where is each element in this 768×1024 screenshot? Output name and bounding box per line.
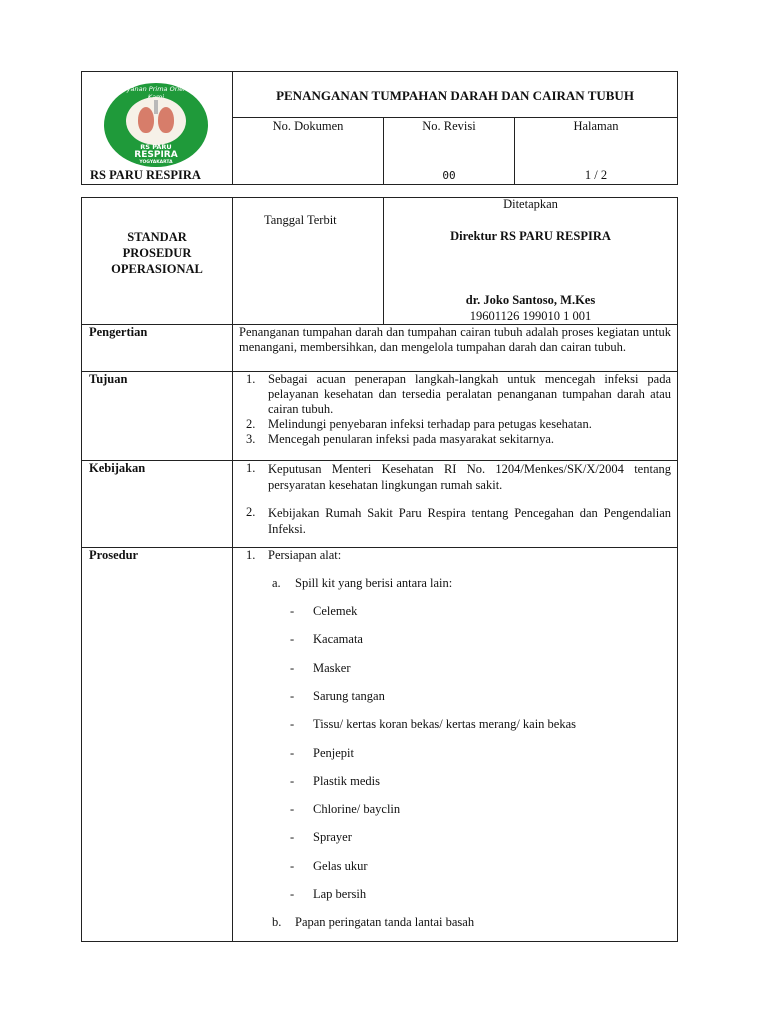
kebijakan-item-num: 2. <box>246 505 256 519</box>
logo-arc-text: Pelayanan Prima Orientasi <box>112 85 200 93</box>
spill-kit-item: Penjepit <box>313 745 354 760</box>
tujuan-label: Tujuan <box>89 372 128 386</box>
kebijakan-item-num: 1. <box>246 461 256 475</box>
spill-kit-item: Masker <box>313 660 351 675</box>
tujuan-item: Mencegah penularan infeksi pada masyarakat sekitarnya. <box>268 432 554 446</box>
prosedur-sub: Spill kit yang berisi antara lain: <box>295 576 453 590</box>
no-revisi-value: 00 <box>442 169 456 182</box>
spill-kit-item: Lap bersih <box>313 887 367 901</box>
tanggal-terbit-label: Tanggal Terbit <box>264 213 337 227</box>
halaman-label: Halaman <box>573 119 619 133</box>
logo-line1: RS PARU <box>140 143 172 151</box>
logo-line3: YOGYAKARTA <box>139 160 173 165</box>
ditetapkan-label: Ditetapkan <box>503 197 558 211</box>
hospital-logo <box>104 83 208 167</box>
spill-kit-item: Chlorine/ bayclin <box>313 802 401 817</box>
sop-label-line1: STANDAR <box>127 230 187 244</box>
prosedur-step: Persiapan alat: <box>268 548 342 562</box>
prosedur-sub: Papan peringatan tanda lantai basah <box>295 915 475 929</box>
logo-line2: RESPIRA <box>134 150 178 160</box>
bullet-dash: - <box>290 688 295 703</box>
bullet-dash: - <box>290 604 295 618</box>
kebijakan-item: Kebijakan Rumah Sakit Paru Respira tentang Pencegahan dan Pengendalian Infeksi. <box>268 506 671 536</box>
kebijakan-item: Keputusan Menteri Kesehatan RI No. 1204/Menkes/SK/X/2004 tentang persyaratan kesehatan lingkungan rumah sakit. <box>268 462 671 492</box>
hospital-name: RS PARU RESPIRA <box>90 168 201 182</box>
bullet-dash: - <box>290 887 295 901</box>
spill-kit-item: Sarung tangan <box>313 688 385 703</box>
halaman-value: 1 / 2 <box>584 168 608 182</box>
spill-kit-item: Plastik medis <box>313 773 381 788</box>
bullet-dash: - <box>290 632 295 647</box>
sop-label-line2: PROSEDUR <box>122 246 192 260</box>
bullet-dash: - <box>290 858 295 873</box>
spill-kit-item: Sprayer <box>313 830 352 845</box>
lungs-icon <box>126 97 186 145</box>
document-title: PENANGANAN TUMPAHAN DARAH DAN CAIRAN TUBUH <box>276 88 634 103</box>
spill-kit-item: Tissu/ kertas koran bekas/ kertas merang/ kain bekas <box>313 717 577 732</box>
bullet-dash: - <box>290 802 295 817</box>
prosedur-sub-num: a. <box>272 576 281 590</box>
bullet-dash: - <box>290 773 295 788</box>
spill-kit-item: Gelas ukur <box>313 858 368 873</box>
bullet-dash: - <box>290 717 295 732</box>
tujuan-item-num: 3. <box>246 432 256 446</box>
signer-name: dr. Joko Santoso, M.Kes <box>465 293 596 307</box>
signer-nip: 19601126 199010 1 001 <box>469 309 592 323</box>
direktur-title: Direktur RS PARU RESPIRA <box>450 229 611 243</box>
spill-kit-item: Kacamata <box>313 632 363 647</box>
sop-label-line3: OPERASIONAL <box>111 262 203 276</box>
no-revisi-label: No. Revisi <box>422 119 476 133</box>
tujuan-item: Melindungi penyebaran infeksi terhadap para petugas kesehatan. <box>268 417 592 431</box>
bullet-dash: - <box>290 745 295 760</box>
pengertian-text: Penanganan tumpahan darah dan tumpahan cairan tubuh adalah proses kegiatan untuk menangani, membersihkan, dan mengelola tumpahan darah dan cairan tubuh. <box>239 325 671 354</box>
tujuan-item-num: 1. <box>246 372 256 386</box>
prosedur-sub-num: b. <box>272 915 282 929</box>
prosedur-label: Prosedur <box>89 548 139 562</box>
pengertian-label: Pengertian <box>89 325 148 339</box>
tujuan-item: Sebagai acuan penerapan langkah-langkah untuk mencegah infeksi pada pelayanan kesehatan dan tersedia peralatan penanganan tumpahan darah atau cairan tubuh. <box>268 372 671 416</box>
spill-kit-item: Celemek <box>313 604 358 618</box>
prosedur-step-num: 1. <box>246 548 256 562</box>
bullet-dash: - <box>290 830 295 845</box>
bullet-dash: - <box>290 660 295 675</box>
kebijakan-label: Kebijakan <box>89 461 146 475</box>
tujuan-item-num: 2. <box>246 417 256 431</box>
no-dokumen-label: No. Dokumen <box>272 119 344 133</box>
